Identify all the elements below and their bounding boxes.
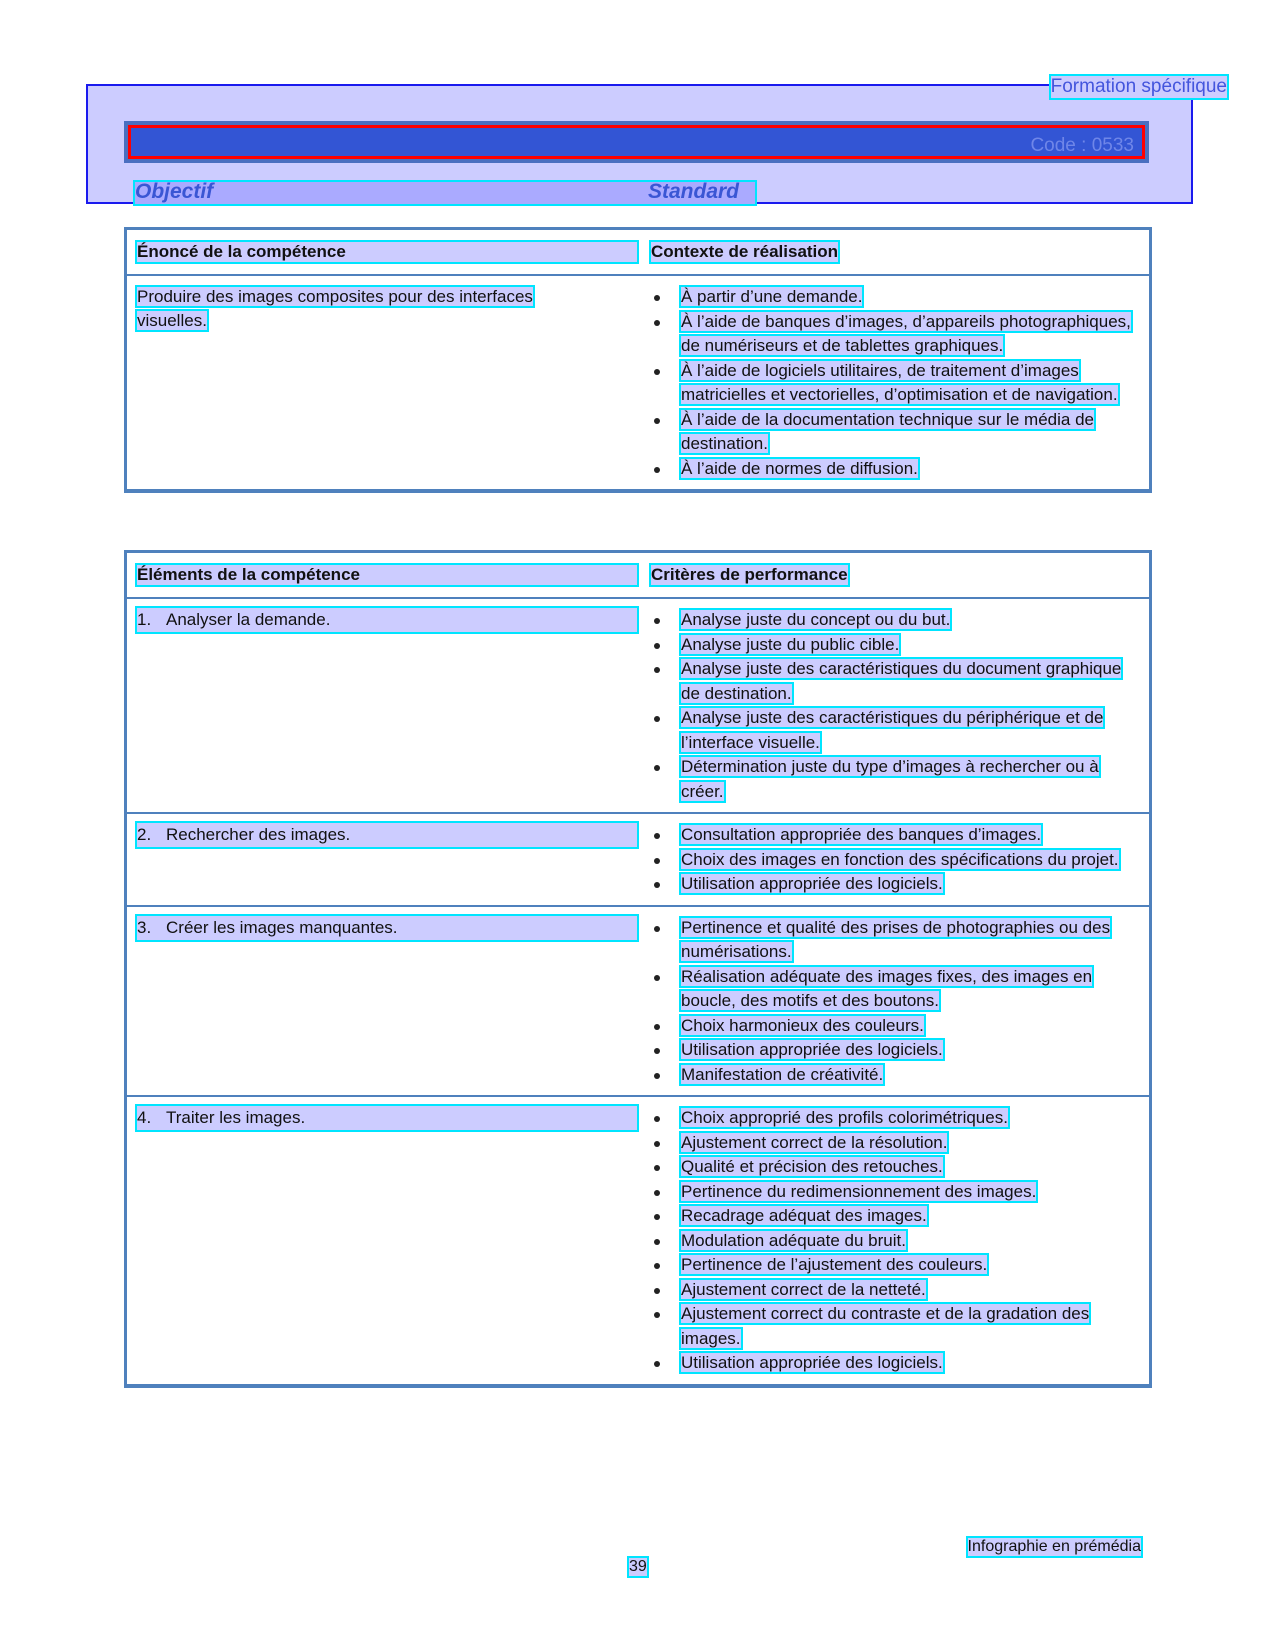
elements-rows xyxy=(127,599,1149,1384)
criterion-item-text: Réalisation adéquate des images fixes, des images en boucle, des motifs et des boutons. xyxy=(681,966,1093,1010)
criterion-item-text: Manifestation de créativité. xyxy=(681,1064,884,1084)
page-number: 39 xyxy=(629,1558,647,1575)
criterion-item xyxy=(651,1038,1139,1063)
criterion-item-text: Utilisation appropriée des logiciels. xyxy=(681,1353,943,1372)
element-row xyxy=(127,814,1149,907)
criterion-item xyxy=(651,1302,1139,1351)
criterion-item-text: Choix des images en fonction des spécifications du projet. xyxy=(681,849,1119,869)
criterion-item-text: Recadrage adéquat des images. xyxy=(681,1206,927,1225)
criterion-item-text: Utilisation appropriée des logiciels. xyxy=(681,1040,943,1059)
context-item xyxy=(651,457,1139,482)
criteria-list xyxy=(651,916,1149,1088)
criterion-item xyxy=(651,608,1139,633)
objective-label: Objectif xyxy=(135,180,214,203)
criterion-item-text: Modulation adéquate du bruit. xyxy=(681,1230,906,1250)
competence-table xyxy=(124,227,1152,493)
criteria-list xyxy=(651,1106,1149,1376)
competence-statement-text: Produire des images composites pour des interfaces visuelles. xyxy=(137,287,533,330)
context-item-text: À l’aide de normes de diffusion. xyxy=(681,458,918,478)
criterion-item-text: Analyse juste des caractéristiques du périphérique et de l’interface visuelle. xyxy=(681,708,1104,752)
element-number: 4. xyxy=(137,1108,152,1127)
context-item-text: À partir d’une demande. xyxy=(681,287,863,306)
element-number: 2. xyxy=(137,825,152,844)
code-value: 0533 xyxy=(1091,135,1134,156)
element-row xyxy=(127,1097,1149,1384)
element-text: Créer les images manquantes. xyxy=(166,917,398,937)
criterion-item xyxy=(651,1278,1139,1303)
element-number: 1. xyxy=(137,610,152,629)
element-row xyxy=(127,907,1149,1098)
context-item xyxy=(651,359,1139,408)
competence-statement xyxy=(137,285,607,333)
code-label: Code : xyxy=(1030,135,1087,156)
criterion-item xyxy=(651,823,1139,848)
criterion-item-text: Ajustement correct de la netteté. xyxy=(681,1279,926,1299)
criterion-item xyxy=(651,965,1139,1014)
criterion-item xyxy=(651,706,1139,755)
elements-header-row xyxy=(127,553,1149,599)
criterion-item xyxy=(651,1204,1139,1229)
footer-title: Infographie en prémédia xyxy=(967,1538,1141,1555)
context-item xyxy=(651,408,1139,457)
criterion-item-text: Ajustement correct du contraste et de la gradation des images. xyxy=(681,1304,1090,1348)
code-bar xyxy=(124,121,1149,163)
context-item-text: À l’aide de banques d’images, d’appareils photographiques, de numériseurs et de tablettes graphiques. xyxy=(681,311,1131,355)
criterion-item-text: Consultation appropriée des banques d’images. xyxy=(681,825,1042,844)
context-heading: Contexte de réalisation xyxy=(651,242,839,261)
element-label xyxy=(137,1106,637,1130)
criterion-item xyxy=(651,755,1139,804)
criterion-item-text: Pertinence de l’ajustement des couleurs. xyxy=(681,1255,988,1274)
criterion-item xyxy=(651,1229,1139,1254)
element-label xyxy=(137,823,637,847)
element-text: Rechercher des images. xyxy=(166,825,351,844)
criteria-list xyxy=(651,608,1149,804)
criterion-item-text: Pertinence et qualité des prises de photographies ou des numérisations. xyxy=(681,917,1111,961)
criterion-item xyxy=(651,916,1139,965)
criterion-item-text: Utilisation appropriée des logiciels. xyxy=(681,874,943,893)
criterion-item-text: Qualité et précision des retouches. xyxy=(681,1157,943,1176)
criterion-item-text: Pertinence du redimensionnement des images. xyxy=(681,1181,1037,1201)
element-label xyxy=(137,916,637,940)
criterion-item xyxy=(651,1253,1139,1278)
criterion-item xyxy=(651,633,1139,658)
element-text: Traiter les images. xyxy=(166,1108,306,1127)
standard-label: Standard xyxy=(648,180,740,203)
criterion-item xyxy=(651,1131,1139,1156)
criterion-item xyxy=(651,848,1139,873)
element-text: Analyser la demande. xyxy=(166,610,331,629)
element-label xyxy=(137,608,637,632)
criterion-item xyxy=(651,1351,1139,1376)
element-number: 3. xyxy=(137,917,152,937)
criterion-item-text: Analyse juste des caractéristiques du document graphique de destination. xyxy=(681,659,1122,703)
criteria-list xyxy=(651,823,1149,897)
competence-body-row xyxy=(127,276,1149,489)
criteria-heading: Critères de performance xyxy=(651,565,848,584)
element-row xyxy=(127,599,1149,814)
criterion-item xyxy=(651,1014,1139,1039)
criterion-item xyxy=(651,1106,1139,1131)
criterion-item xyxy=(651,872,1139,897)
criterion-item-text: Détermination juste du type d’images à rechercher ou à créer. xyxy=(681,757,1099,801)
criterion-item xyxy=(651,1063,1139,1088)
criterion-item xyxy=(651,657,1139,706)
criterion-item-text: Choix harmonieux des couleurs. xyxy=(681,1015,924,1035)
context-item-text: À l’aide de la documentation technique sur le média de destination. xyxy=(681,409,1094,453)
context-item xyxy=(651,310,1139,359)
criterion-item xyxy=(651,1155,1139,1180)
criterion-item-text: Choix approprié des profils colorimétriques. xyxy=(681,1108,1008,1127)
criterion-item-text: Ajustement correct de la résolution. xyxy=(681,1132,948,1152)
statement-heading: Énoncé de la compétence xyxy=(137,242,637,262)
elements-heading: Éléments de la compétence xyxy=(137,565,637,585)
context-item xyxy=(651,285,1139,310)
criterion-item-text: Analyse juste du concept ou du but. xyxy=(681,610,951,629)
criterion-item xyxy=(651,1180,1139,1205)
code-text xyxy=(1030,135,1134,157)
objective-standard-row xyxy=(135,182,755,204)
context-item-text: À l’aide de logiciels utilitaires, de traitement d’images matricielles et vectorielles, d’optimisation et de navigation. xyxy=(681,360,1118,404)
criterion-item-text: Analyse juste du public cible. xyxy=(681,634,900,654)
competence-header-row xyxy=(127,230,1149,276)
context-list xyxy=(651,285,1149,481)
code-bar-inner xyxy=(128,125,1145,159)
formation-label: Formation spécifique xyxy=(1050,76,1227,97)
elements-table xyxy=(124,550,1152,1388)
